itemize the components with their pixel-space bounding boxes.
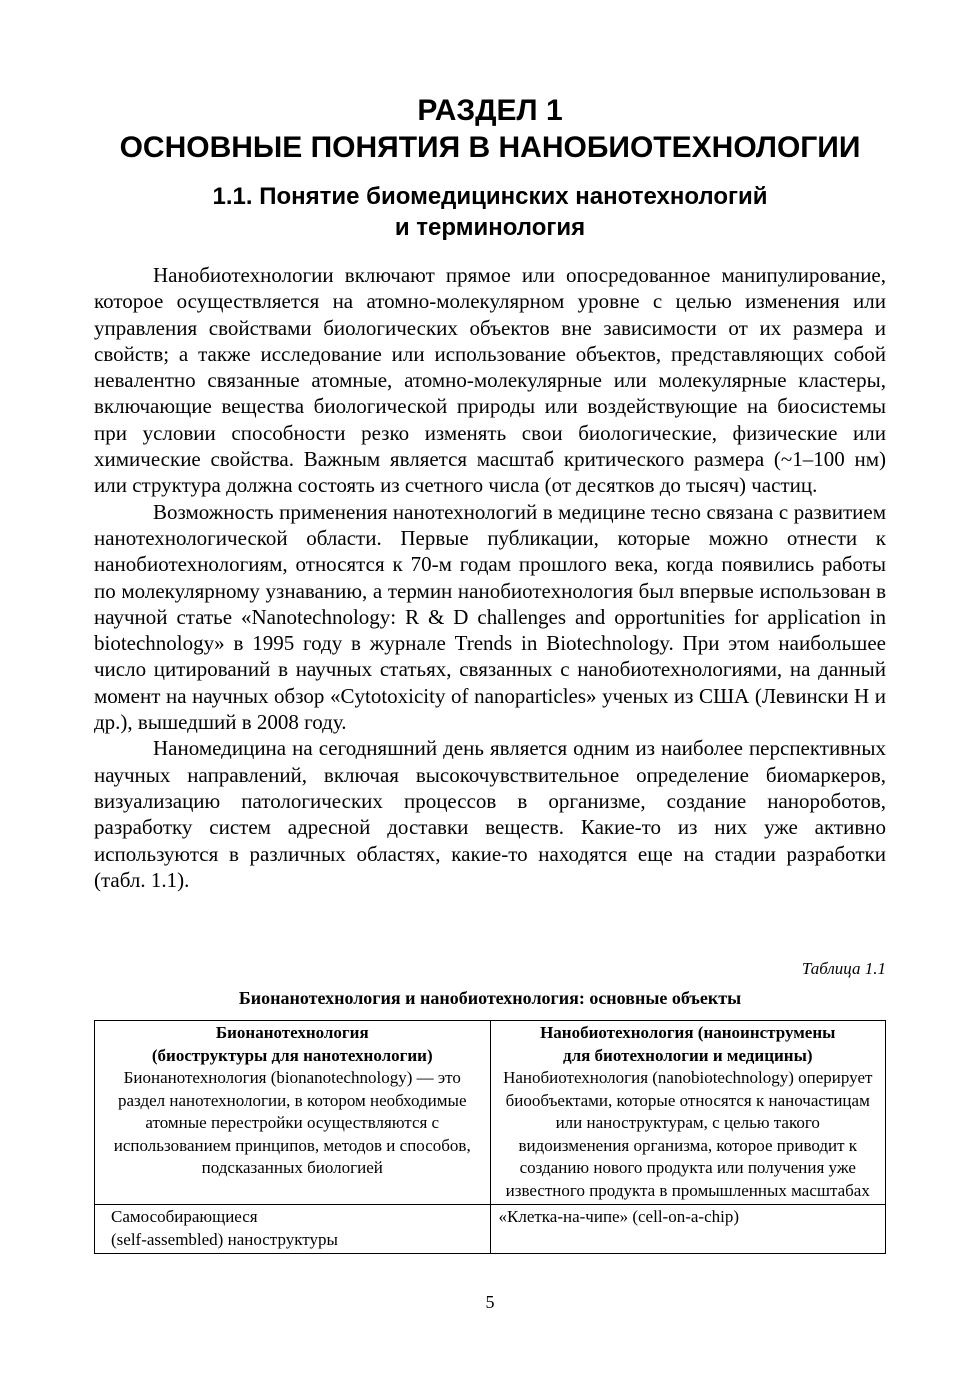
column-heading — [499, 1022, 878, 1067]
table-cell-nanobiotechnology — [490, 1021, 886, 1205]
subsection-title-line2: и терминология — [394, 214, 586, 241]
objects-table — [94, 1020, 886, 1254]
cell-text: Самособирающиеся — [111, 1207, 258, 1226]
section-number: РАЗДЕЛ 1 — [417, 94, 563, 127]
table-title: Бионанотехнология и нанобиотехнология: основные объекты — [238, 988, 742, 1008]
column-heading-line: (биоструктуры для нанотехнологии) — [151, 1045, 433, 1065]
cell-description: Нанобиотехнология (nanobiotechnology) оперирует биообъектами, которые относятся к наночастицам или наноструктурам, с целью такого видоизменения организма, которое приводит к созданию нового продукта или получения уже известного продукта в промышленных масштабах — [503, 1068, 873, 1200]
column-heading — [103, 1022, 482, 1067]
table-label: Таблица 1.1 — [801, 959, 886, 978]
cell-text: «Клетка-на-чипе» (cell-on-a-chip) — [498, 1207, 740, 1226]
paragraph: Возможность применения нанотехнологий в медицине тесно связана с развитием нанотехнологической области. Первые публикации, которые можно отнести к нанобиотехнологиям, относятся к 70-м годам прошлого века, когда появились работы по молекулярному узнаванию, а термин нанобиотехнология был впервые использован в научной статье «Nanotechnology: R & D challenges and opportunities for application in biotechnology» в 1995 году в журнале Trends in Biotechnology. При этом наибольшее число цитирований в научных статьях, связанных с нанобиотехнологиями, на данный момент на научных обзор «Cytotoxicity of nanoparticles» ученых из США (Левински Н и др.), вышедший в 2008 году. — [94, 499, 886, 735]
table-cell-bionanotechnology — [95, 1021, 491, 1205]
cell-text: (self-assembled) наноструктуры — [111, 1229, 338, 1249]
table-row — [95, 1021, 886, 1205]
section-title: ОСНОВНЫЕ ПОНЯТИЯ В НАНОБИОТЕХНОЛОГИИ — [119, 131, 861, 164]
table-cell — [95, 1205, 491, 1254]
table-cell — [490, 1205, 886, 1254]
cell-description: Бионанотехнология (bionanotechnology) — это раздел нанотехнологии, в котором необходимые атомные перестройки осуществляются с использованием принципов, методов и способов, подсказанных биологией — [113, 1068, 471, 1177]
paragraph: Наномедицина на сегодняшний день является одним из наиболее перспективных научных направлений, включая высокочувствительное определение биомаркеров, визуализацию патологических процессов в организме, создание нанороботов, разработку систем адресной доставки веществ. Какие-то из них уже активно используются в различных областях, какие-то находятся еще на стадии разработки (табл. 1.1). — [94, 736, 886, 892]
table-row — [95, 1205, 886, 1254]
subsection-title-line1: 1.1. Понятие биомедицинских нанотехнологий — [212, 183, 768, 210]
body-text — [94, 262, 886, 893]
page-number: 5 — [485, 1292, 495, 1312]
paragraph: Нанобиотехнологии включают прямое или опосредованное манипулирование, которое осуществляется на атомно-молекулярном уровне с целью изменения или управления свойствами биологических объектов вне зависимости от их размера и свойств; а также исследование или использование объектов, представляющих собой невалентно связанные атомные, атомно-молекулярные или молекулярные кластеры, включающие вещества биологической природы или воздействующие на биосистемы при условии способности резко изменять свои биологические, физические или химические свойства. Важным является масштаб критического размера (~1–100 нм) или структура должна состоять из счетного числа (от десятков до тысяч) частиц. — [94, 263, 886, 498]
section-heading — [0, 92, 980, 166]
subsection-heading — [0, 181, 980, 243]
column-heading-line: Нанобиотехнология (наноинструмены — [540, 1023, 836, 1042]
column-heading-line: для биотехнологии и медицины) — [562, 1045, 813, 1065]
column-heading-line: Бионанотехнология — [215, 1023, 369, 1042]
